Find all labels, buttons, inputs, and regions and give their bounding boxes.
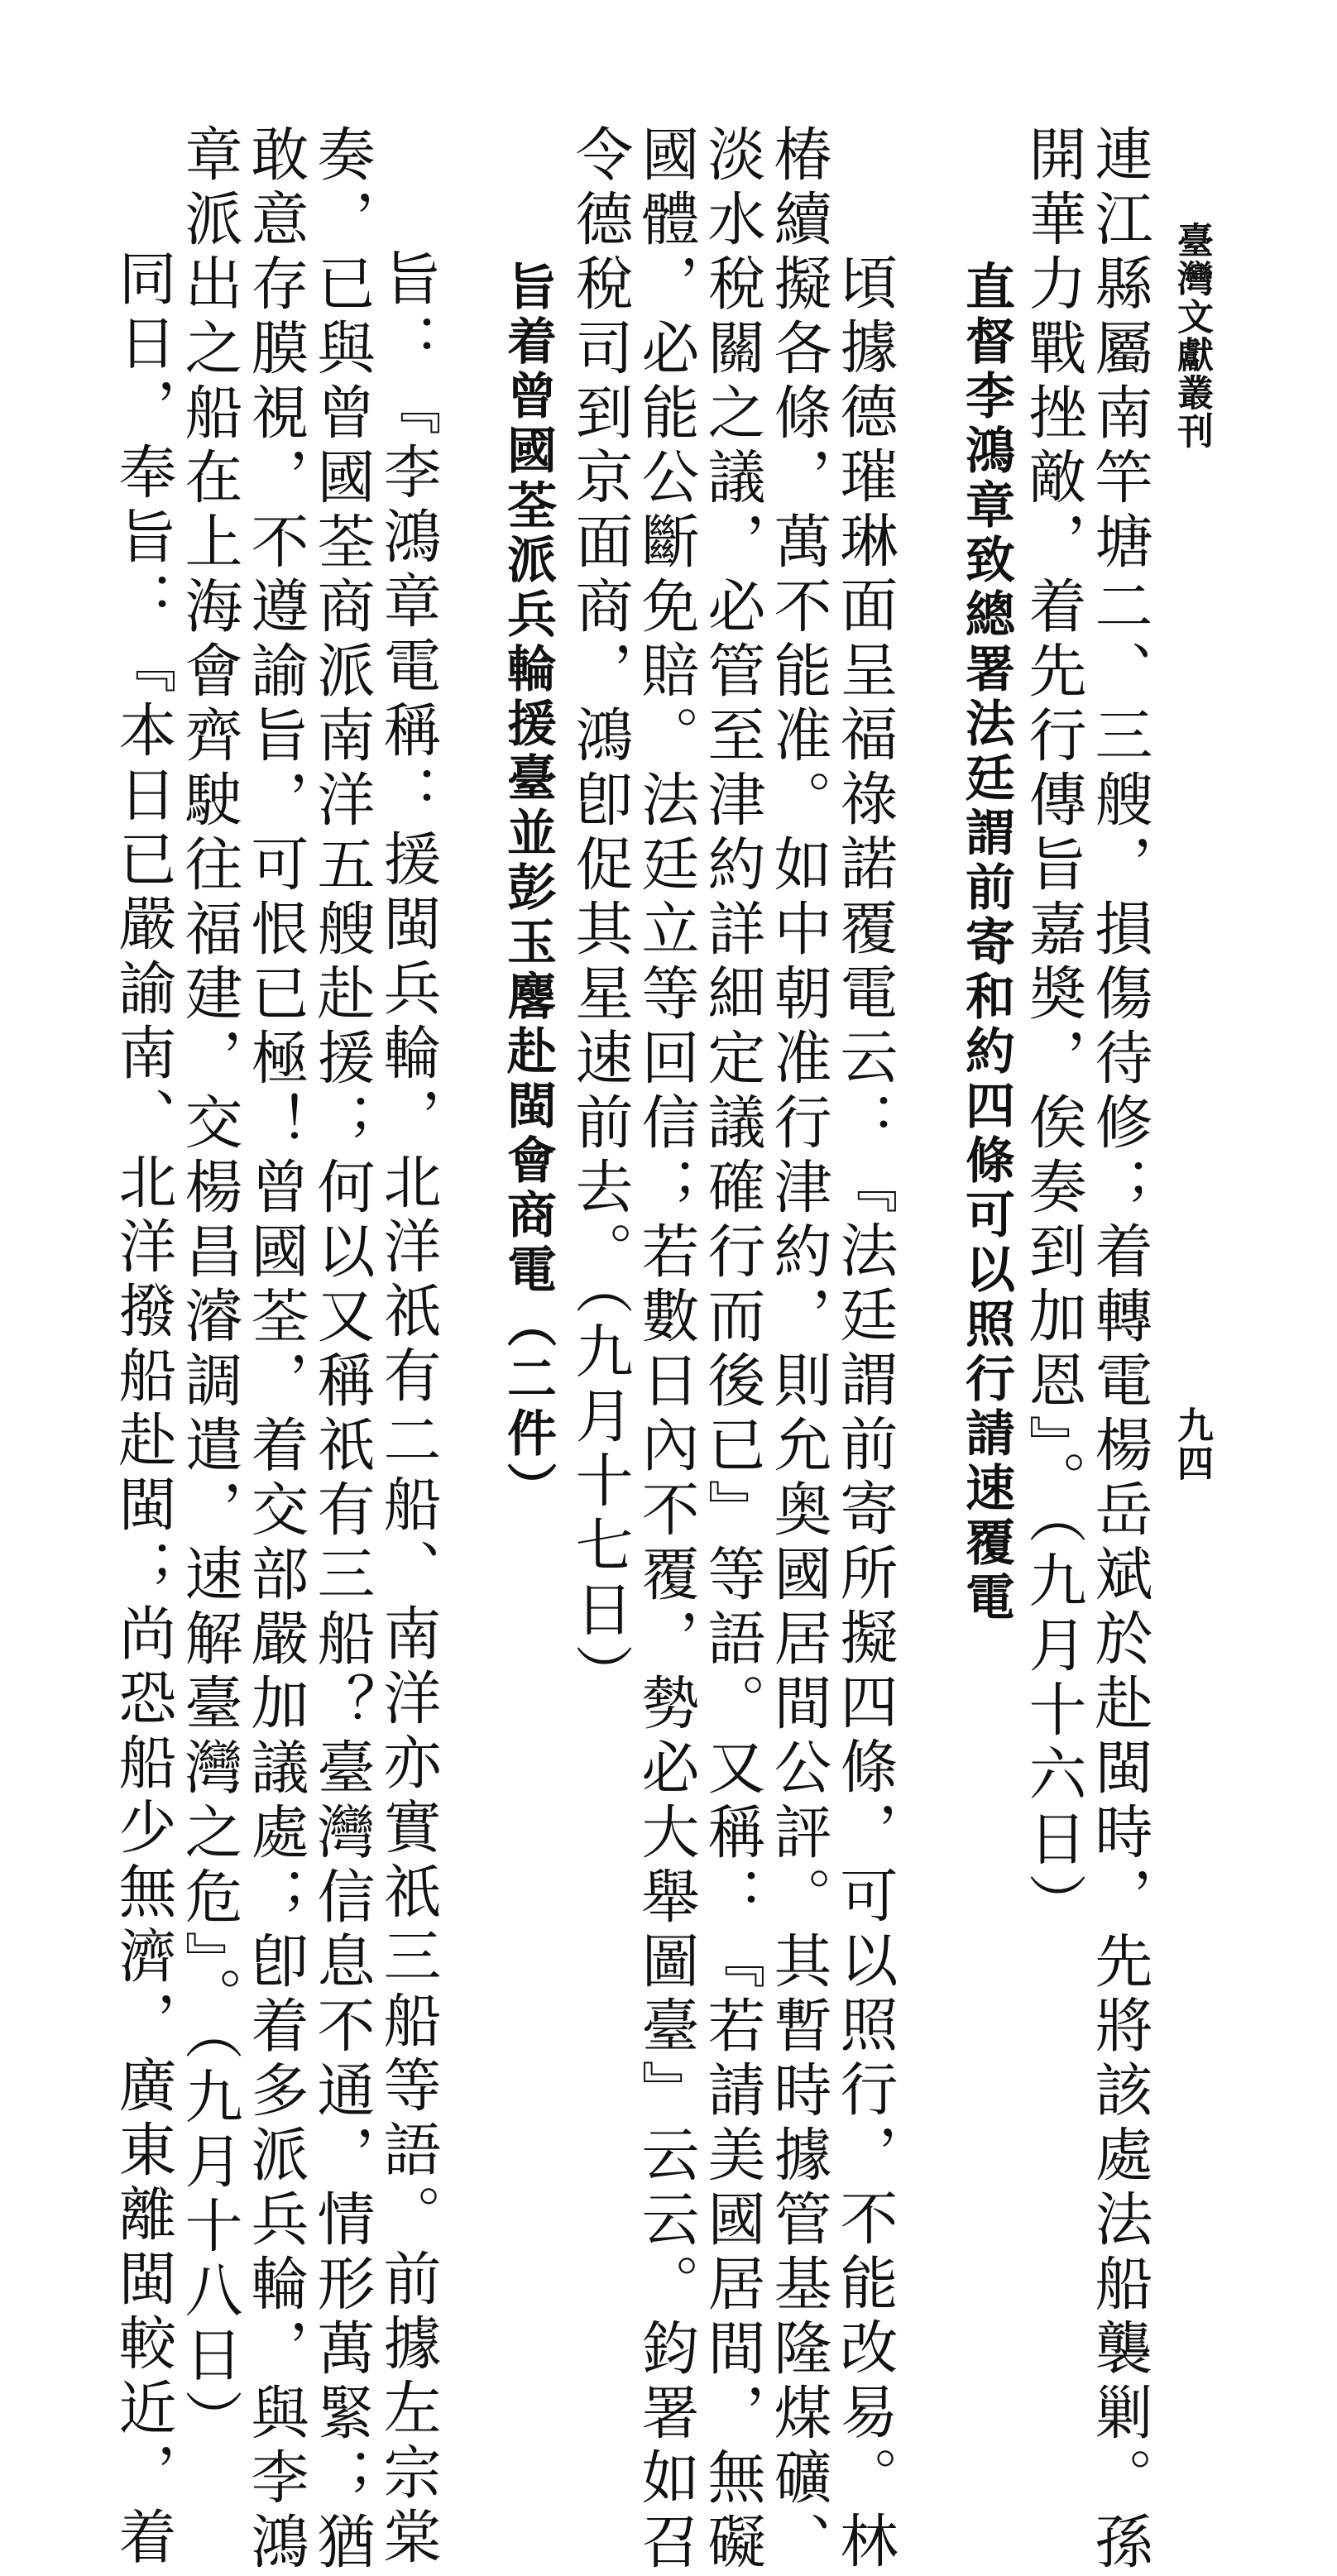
text-column-13: 章派出之船在上海會齊駛往福建，交楊昌濬調遣，速解臺灣之危』。（九月十八日） [175,124,243,2454]
text-column-1: 連江縣屬南竿塘二、三艘，損傷待修；着轉電楊岳斌於赴閩時，先將該處法船襲剿。孫 [1085,124,1153,2576]
text-column-4: 頃據德璀琳面呈福祿諾覆電云：『法廷謂前寄所擬四條，可以照行，不能改易。林 [831,252,899,2575]
section-heading-1: 直督李鴻章致總署法廷謂前寄和約四條可以照行請速覆電 [957,261,1015,1626]
section-heading-2: 旨着曾國荃派兵輪援臺並彭玉麐赴閩會商電（二件） [499,261,557,1516]
series-title: 臺灣文獻叢刊 [1171,222,1213,450]
text-column-5: 椿續擬各條，萬不能准。如中朝准行津約，則允奥國居間公評。其暫時據管基隆煤礦、 [764,124,832,2576]
text-column-10: 旨：『李鴻章電稱：援閩兵輪，北洋祇有二船、南洋亦實祇三船等語。前據左宗棠 [374,248,442,2571]
text-column-11: 奏，已與曾國荃商派南洋五艘赴援；何以又稱祇有三船？臺灣信息不通，情形萬緊；猶 [308,124,376,2576]
text-column-7: 國體，必能公斷免賠。法廷立等回信；若數日內不覆，勢必大舉圖臺』云云。鈞署如召 [632,124,700,2576]
text-column-2: 開華力戰挫敵，着先行傳旨嘉奬，俟奏到加恩』。（九月十六日） [1019,124,1087,1937]
text-column-14: 同日，奉旨：『本日已嚴諭南、北洋撥船赴閩；尚恐船少無濟，廣東離閩較近，着 [109,248,177,2571]
text-column-8: 令德稅司到京面商，鴻卽促其星速前去。（九月十七日） [566,124,634,1708]
text-column-12: 敢意存膜視，不遵諭旨，可恨已極！曾國荃，着交部嚴加議處；卽着多派兵輪，與李鴻 [242,124,309,2576]
page-number: 九四 [1171,1406,1213,1482]
text-column-6: 淡水稅關之議，必管至津約詳細定議確行而後已』等語。又稱：『若請美國居間，無礙 [698,124,766,2576]
